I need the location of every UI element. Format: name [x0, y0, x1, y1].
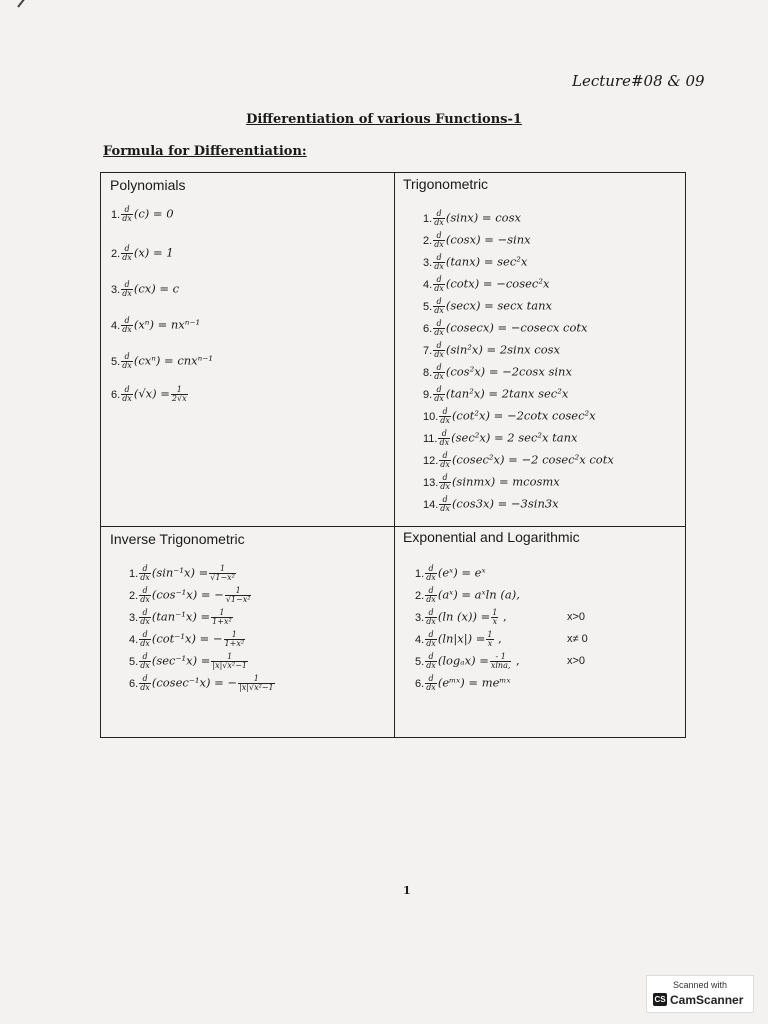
derivative-operator	[139, 675, 151, 692]
derivative-operator-numerator: d	[433, 342, 445, 351]
lecture-label: Lecture#08 & 09	[572, 72, 705, 90]
derivative-operator-denominator: dx	[122, 214, 132, 223]
derivative-operator-numerator: d	[425, 653, 437, 662]
formula-number: 2.	[111, 247, 121, 260]
derivative-operator	[425, 609, 437, 626]
derivative-operator-numerator: d	[121, 317, 133, 326]
derivative-operator-numerator: d	[433, 232, 445, 241]
derivative-operator	[425, 675, 437, 692]
exponential-title: Exponential and Logarithmic	[403, 529, 580, 545]
result-fraction-denominator: 2√x	[171, 394, 187, 403]
derivative-operator-denominator: dx	[140, 573, 150, 582]
derivative-operator	[433, 254, 445, 271]
result-fraction	[171, 386, 188, 403]
formula-expression: (tan²x) = 2tanx sec²x	[445, 386, 569, 401]
derivative-operator	[433, 298, 445, 315]
derivative-operator-denominator: dx	[122, 289, 132, 298]
formula-expression: (eᵐˣ) = meᵐˣ	[437, 675, 511, 690]
derivative-operator	[139, 565, 151, 582]
formula-expression: (c) = 0	[133, 206, 174, 221]
formula-number: 4.	[129, 633, 139, 646]
trigonometric-title: Trigonometric	[403, 176, 489, 192]
trigonometric-formula	[423, 210, 521, 227]
derivative-operator-denominator: dx	[140, 639, 150, 648]
result-fraction-numerator: 1	[225, 587, 252, 596]
derivative-operator	[433, 210, 445, 227]
formula-expression: (sec⁻¹x) =	[151, 653, 211, 668]
formula-expression: (eˣ) = eˣ	[437, 565, 486, 580]
trigonometric-formula	[423, 452, 614, 469]
derivative-operator	[121, 281, 133, 298]
derivative-operator-numerator: d	[139, 565, 151, 574]
formula-expression: (ln|x|) =	[437, 631, 486, 646]
exponential-formula	[415, 587, 520, 604]
derivative-operator-numerator: d	[433, 364, 445, 373]
derivative-operator-numerator: d	[121, 281, 133, 290]
formula-number: 10.	[423, 410, 439, 423]
derivative-operator-numerator: d	[433, 254, 445, 263]
derivative-operator	[439, 452, 451, 469]
formula-expression: (cx) = c	[133, 281, 180, 296]
polynomials-formula	[111, 317, 200, 334]
exponential-formula	[415, 565, 486, 582]
trigonometric-formula	[423, 364, 572, 381]
derivative-operator-numerator: d	[433, 210, 445, 219]
derivative-operator-numerator: d	[433, 298, 445, 307]
camscanner-watermark	[646, 975, 754, 1013]
inverse-formula	[129, 653, 249, 670]
formula-expression: (cosecx) = −cosecx cotx	[445, 320, 588, 335]
derivative-operator	[139, 609, 151, 626]
formula-number: 8.	[423, 366, 433, 379]
formula-expression: (cotx) = −cosec²x	[445, 276, 550, 291]
result-fraction-denominator: xlna,	[490, 661, 511, 670]
inverse-formula	[129, 609, 234, 626]
result-fraction-numerator: 1	[211, 609, 233, 618]
result-fraction-denominator: 1+x²	[212, 617, 232, 626]
derivative-operator-numerator: d	[433, 276, 445, 285]
result-fraction	[490, 653, 512, 670]
camscanner-logo-icon: CS	[654, 995, 666, 1004]
derivative-operator-denominator: dx	[440, 504, 450, 513]
polynomials-formula	[111, 386, 189, 403]
derivative-operator	[433, 342, 445, 359]
formula-expression: (cosec²x) = −2 cosec²x cotx	[451, 452, 614, 467]
result-fraction	[238, 675, 275, 692]
result-fraction-numerator: - 1	[490, 653, 512, 662]
formula-expression: (cxⁿ) = cnxⁿ⁻¹	[133, 353, 214, 368]
formula-expression: (secx) = secx tanx	[445, 298, 553, 313]
derivative-operator-denominator: dx	[434, 328, 444, 337]
result-fraction-numerator: 1	[238, 675, 275, 684]
exponential-formula	[415, 609, 507, 626]
page-subtitle: Formula for Differentiation:	[103, 144, 307, 159]
formula-expression: (aˣ) = aˣln (a),	[437, 587, 520, 602]
derivative-operator-denominator: dx	[434, 372, 444, 381]
trigonometric-formula	[423, 496, 559, 513]
trigonometric-formula	[423, 232, 531, 249]
derivative-operator-denominator: dx	[122, 325, 132, 334]
derivative-operator-denominator: dx	[434, 350, 444, 359]
formula-expression: (sec²x) = 2 sec²x tanx	[451, 430, 578, 445]
page-number: 1	[403, 884, 411, 897]
result-fraction	[209, 565, 236, 582]
formula-number: 9.	[423, 388, 433, 401]
formula-expression: (sin⁻¹x) =	[151, 565, 209, 580]
result-fraction-denominator: x	[487, 639, 493, 648]
inverse-formula	[129, 587, 252, 604]
formula-condition: x>0	[567, 611, 586, 623]
formula-expression: (sinmx) = mcosmx	[451, 474, 560, 489]
formula-number: 2.	[129, 589, 139, 602]
result-fraction-numerator: 1	[171, 386, 188, 395]
derivative-operator-denominator: dx	[122, 394, 132, 403]
exponential-formula	[415, 675, 511, 692]
table-divider-vertical	[394, 173, 395, 737]
derivative-operator	[121, 245, 133, 262]
trigonometric-formula	[423, 298, 552, 315]
derivative-operator	[438, 430, 450, 447]
exponential-formula	[415, 631, 502, 648]
formula-number: 4.	[111, 319, 121, 332]
derivative-operator-denominator: dx	[426, 573, 436, 582]
trigonometric-formula	[423, 430, 578, 447]
derivative-operator-numerator: d	[425, 675, 437, 684]
derivative-operator-denominator: dx	[434, 218, 444, 227]
derivative-operator	[439, 474, 451, 491]
formula-number: 7.	[423, 344, 433, 357]
result-fraction-numerator: 1	[224, 631, 246, 640]
derivative-operator-denominator: dx	[426, 595, 436, 604]
formula-number: 1.	[129, 567, 139, 580]
derivative-operator-denominator: dx	[440, 482, 450, 491]
formula-number: 4.	[423, 278, 433, 291]
formula-expression: (cosx) = −sinx	[445, 232, 531, 247]
formula-expression: (tan⁻¹x) =	[151, 609, 211, 624]
formula-number: 3.	[111, 283, 121, 296]
derivative-operator	[425, 565, 437, 582]
derivative-operator-numerator: d	[121, 353, 133, 362]
polynomials-formula	[111, 281, 179, 298]
exponential-formula	[415, 653, 520, 670]
derivative-operator	[425, 653, 437, 670]
result-fraction	[225, 587, 252, 604]
formula-expression: (logₐx) =	[437, 653, 489, 668]
result-fraction-denominator: √1−x²	[225, 595, 251, 604]
derivative-operator	[121, 386, 133, 403]
result-fraction	[486, 631, 493, 648]
derivative-operator-denominator: dx	[440, 416, 450, 425]
derivative-operator-numerator: d	[439, 408, 451, 417]
derivative-operator	[433, 320, 445, 337]
formula-number: 1.	[111, 208, 121, 221]
derivative-operator-denominator: dx	[426, 617, 436, 626]
formula-number: 4.	[415, 633, 425, 646]
formula-number: 12.	[423, 454, 439, 467]
derivative-operator-denominator: dx	[122, 253, 132, 262]
formula-expression: (cosec⁻¹x) = −	[151, 675, 238, 690]
derivative-operator	[439, 408, 451, 425]
formula-number: 5.	[129, 655, 139, 668]
derivative-operator	[425, 587, 437, 604]
result-fraction-denominator: |x|√x²−1	[239, 683, 274, 692]
result-fraction-numerator: 1	[487, 630, 493, 639]
derivative-operator-denominator: dx	[434, 240, 444, 249]
derivative-operator-numerator: d	[139, 653, 151, 662]
pen-mark	[17, 0, 40, 8]
formula-number: 5.	[415, 655, 425, 668]
derivative-operator-numerator: d	[433, 320, 445, 329]
derivative-operator-numerator: d	[139, 609, 151, 618]
derivative-operator-denominator: dx	[426, 661, 436, 670]
formula-expression: (cos²x) = −2cosx sinx	[445, 364, 572, 379]
derivative-operator-denominator: dx	[439, 438, 450, 447]
formula-tail: ,	[494, 631, 502, 646]
derivative-operator-numerator: d	[439, 496, 451, 505]
formula-condition: x≠ 0	[567, 633, 588, 645]
derivative-operator-numerator: d	[121, 386, 133, 395]
derivative-operator-numerator: d	[139, 631, 151, 640]
formula-expression: (ln (x)) =	[437, 609, 491, 624]
result-fraction-denominator: x	[492, 617, 498, 626]
formula-number: 11.	[423, 432, 438, 445]
derivative-operator	[433, 386, 445, 403]
result-fraction-denominator: √1−x²	[210, 573, 235, 582]
trigonometric-formula	[423, 386, 568, 403]
derivative-operator-denominator: dx	[140, 595, 150, 604]
formula-expression: (tanx) = sec²x	[445, 254, 528, 269]
derivative-operator-numerator: d	[121, 206, 133, 215]
derivative-operator	[139, 653, 151, 670]
scanner-line2: CamScanner	[670, 993, 744, 1007]
derivative-operator	[433, 364, 445, 381]
result-fraction-numerator: 1	[211, 653, 248, 662]
formula-number: 14.	[423, 498, 439, 511]
formula-number: 3.	[415, 611, 425, 624]
derivative-operator-numerator: d	[439, 474, 451, 483]
result-fraction	[211, 653, 248, 670]
formula-number: 5.	[111, 355, 121, 368]
derivative-operator	[439, 496, 451, 513]
derivative-operator-numerator: d	[139, 587, 151, 596]
trigonometric-formula	[423, 320, 588, 337]
formula-number: 6.	[415, 677, 425, 690]
derivative-operator	[121, 317, 133, 334]
formula-expression: (sinx) = cosx	[445, 210, 521, 225]
trigonometric-formula	[423, 474, 560, 491]
derivative-operator-numerator: d	[438, 430, 450, 439]
derivative-operator	[139, 587, 151, 604]
derivative-operator-denominator: dx	[140, 683, 150, 692]
formula-number: 13.	[423, 476, 439, 489]
derivative-operator-denominator: dx	[122, 361, 132, 370]
result-fraction-denominator: 1+x²	[224, 639, 245, 648]
derivative-operator	[433, 232, 445, 249]
derivative-operator-numerator: d	[433, 386, 445, 395]
inverse-formula	[129, 565, 237, 582]
derivative-operator-denominator: dx	[434, 262, 444, 271]
derivative-operator-numerator: d	[139, 675, 151, 684]
result-fraction-numerator: 1	[209, 565, 236, 574]
formula-expression: (sin²x) = 2sinx cosx	[445, 342, 561, 357]
result-fraction-numerator: 1	[492, 608, 498, 617]
page-title: Differentiation of various Functions-1	[246, 112, 522, 127]
derivative-operator-numerator: d	[425, 565, 437, 574]
polynomials-formula	[111, 206, 174, 223]
derivative-operator	[139, 631, 151, 648]
formula-expression: (x) = 1	[133, 245, 174, 260]
formula-expression: (cot²x) = −2cotx cosec²x	[451, 408, 596, 423]
scanner-line1: Scanned with	[672, 980, 728, 990]
result-fraction	[211, 609, 233, 626]
result-fraction	[491, 609, 498, 626]
formula-expression: (√x) =	[133, 386, 170, 401]
formula-number: 6.	[423, 322, 433, 335]
formula-number: 1.	[415, 567, 425, 580]
derivative-operator	[121, 206, 133, 223]
derivative-operator-denominator: dx	[140, 661, 150, 670]
polynomials-formula	[111, 353, 213, 370]
derivative-operator-numerator: d	[425, 609, 437, 618]
inverse-formula	[129, 631, 246, 648]
result-fraction-denominator: |x|√x²−1	[212, 661, 247, 670]
formula-number: 3.	[129, 611, 139, 624]
trigonometric-formula	[423, 276, 549, 293]
formula-table	[100, 172, 686, 738]
derivative-operator	[121, 353, 133, 370]
trigonometric-formula	[423, 254, 527, 271]
formula-number: 5.	[423, 300, 433, 313]
derivative-operator-numerator: d	[425, 587, 437, 596]
trigonometric-formula	[423, 408, 596, 425]
formula-number: 6.	[111, 388, 121, 401]
polynomials-title: Polynomials	[110, 177, 186, 193]
result-fraction	[224, 631, 246, 648]
derivative-operator-denominator: dx	[434, 394, 444, 403]
derivative-operator-denominator: dx	[426, 683, 436, 692]
inverse-formula	[129, 675, 276, 692]
formula-number: 3.	[423, 256, 433, 269]
formula-number: 1.	[423, 212, 433, 225]
formula-condition: x>0	[567, 655, 586, 667]
formula-number: 2.	[415, 589, 425, 602]
derivative-operator-denominator: dx	[426, 639, 436, 648]
polynomials-formula	[111, 245, 174, 262]
derivative-operator-denominator: dx	[434, 284, 444, 293]
formula-number: 6.	[129, 677, 139, 690]
formula-tail: ,	[512, 653, 520, 668]
derivative-operator-denominator: dx	[434, 306, 444, 315]
formula-tail: ,	[499, 609, 507, 624]
derivative-operator-denominator: dx	[440, 460, 450, 469]
derivative-operator	[425, 631, 437, 648]
derivative-operator-numerator: d	[425, 631, 437, 640]
formula-number: 2.	[423, 234, 433, 247]
derivative-operator-numerator: d	[121, 245, 133, 254]
derivative-operator	[433, 276, 445, 293]
formula-expression: (cos⁻¹x) = −	[151, 587, 224, 602]
formula-expression: (xⁿ) = nxⁿ⁻¹	[133, 317, 201, 332]
derivative-operator-denominator: dx	[140, 617, 150, 626]
formula-expression: (cot⁻¹x) = −	[151, 631, 223, 646]
table-divider-horizontal	[101, 526, 685, 527]
inverse-trig-title: Inverse Trigonometric	[110, 531, 245, 547]
formula-expression: (cos3x) = −3sin3x	[451, 496, 559, 511]
trigonometric-formula	[423, 342, 560, 359]
derivative-operator-numerator: d	[439, 452, 451, 461]
